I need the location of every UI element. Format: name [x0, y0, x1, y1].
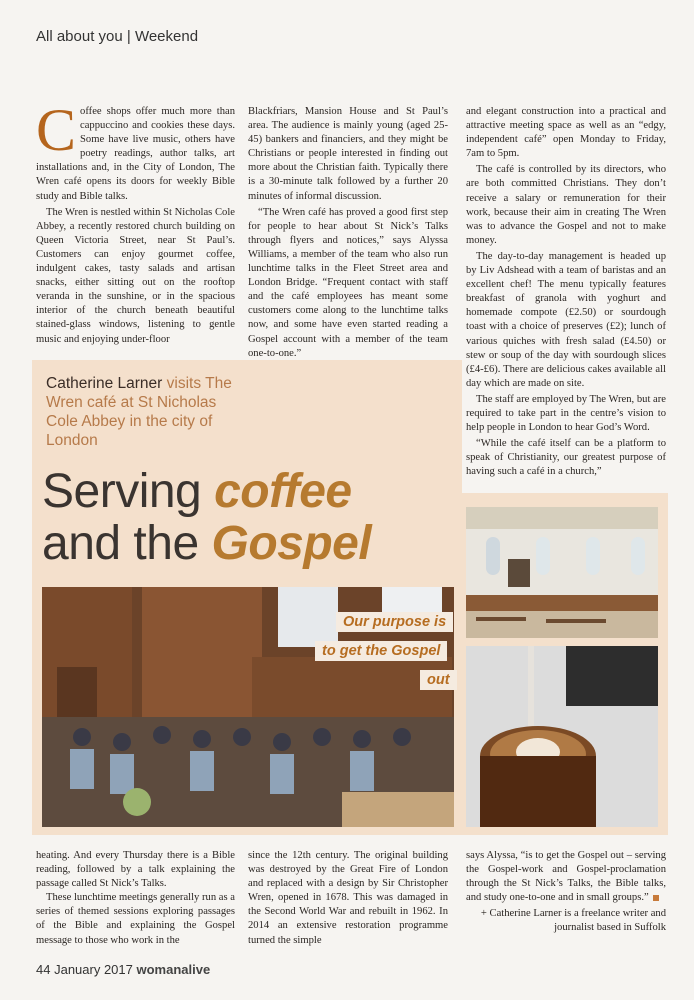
article-column-3: [466, 105, 666, 481]
section-header: All about you | Weekend: [36, 28, 199, 45]
paragraph: offee shops offer much more than cappuccino and cookies these days. Some have live music, others have poetry readings, author talks, art installations and, in the City of London, The Wren café opens its doors for weekly Bible study and Bible talks.: [36, 106, 235, 202]
paragraph: [466, 849, 666, 905]
byline-author: Catherine Larner: [46, 375, 163, 392]
church-interior-photo: [466, 507, 658, 638]
paragraph: heating. And every Thursday there is a Bible reading, followed by a talk explaining the passage called St Nick’s Talks.: [36, 850, 235, 890]
page-number: 44: [36, 962, 51, 977]
headline-accent: coffee: [214, 465, 352, 518]
pull-quote-line-2: to get the Gospel: [315, 641, 447, 661]
author-bio: + Catherine Larner is a freelance writer and journalist based in Suffolk: [480, 908, 666, 934]
article-column-6: [466, 849, 666, 936]
paragraph: These lunchtime meetings generally run as a series of themed sessions exploring passages of the Bible and explaining the Gospel message to those who work in the: [36, 892, 235, 946]
headline-accent: Gospel: [211, 517, 372, 570]
article-column-5: [248, 849, 448, 948]
headline-word: Serving: [42, 465, 215, 518]
magazine-brand: womanalive: [136, 962, 211, 977]
end-mark-icon: [653, 895, 659, 901]
latte-art-photo: [466, 646, 658, 827]
issue-date: January 2017: [54, 962, 133, 977]
paragraph: Blackfriars, Mansion House and St Paul’s area. The audience is mainly young (aged 25-45) bankers and financiers, and they might be Christians or people interested in finding out more about the Christian faith. Typically there is a 30-minute talk followed by a further 20 minutes of informal discussion.: [248, 106, 448, 202]
paragraph: and elegant construction into a practical and attractive meeting space as well as an “edgy, independent café” open Monday to Friday, 7am to 5pm.: [466, 106, 666, 160]
headline-word: and the: [42, 517, 212, 570]
byline: [46, 374, 236, 450]
pull-quote-line-3: out: [420, 670, 457, 690]
headline: [42, 466, 462, 570]
article-column-4: [36, 849, 235, 948]
paragraph: “The Wren café has proved a good first step for people to hear about St Nick’s Talks through flyers and notices,” says Alyssa Williams, a member of the team who also run lunchtime talks in the Fleet Street area and London Bridge. “Frequent contact with staff and the café employees has meant some customers come along to the lunchtime talks now, and some have even started reading a Gospel account with a member of the team one-to-one.”: [248, 206, 448, 359]
pull-quote-line-1: Our purpose is: [336, 612, 453, 632]
paragraph: The day-to-day management is headed up by Liv Adshead with a team of baristas and an excellent chef! The menu typically features breakfast of granola with yoghurt and homemade compote (£2.50) or sourdough toast with a choice of preserves (£2); lunch of various quiches with fresh salad (£4.50) or stew or soup of the day with sourdough slices (£4-£6). There are delicious cakes available all day which are made on site.: [466, 250, 666, 389]
page-footer: [36, 962, 210, 977]
paragraph: The staff are employed by The Wren, but are required to take part in the centre’s vision to help people in London to hear God’s Word.: [466, 393, 666, 434]
byline-text: visits The Wren café at St Nicholas Cole Abbey in the city of London: [46, 375, 232, 449]
paragraph: since the 12th century. The original building was destroyed by the Great Fire of London and replaced with a design by Sir Christopher Wren, opened in 1678. This was damaged in the Second World War and rebuilt in 1962. In 2014 an extensive restoration programme turned the simple: [248, 850, 448, 946]
drop-cap: C: [36, 97, 77, 163]
paragraph: The café is controlled by its directors, who are both committed Christians. They don’t receive a salary or remuneration for their work, because their aim in creating The Wren was to advance the Gospel and not to make money.: [466, 164, 666, 246]
article-column-1: [36, 97, 235, 349]
paragraph: “While the café itself can be a platform to speak of Christianity, our greatest purpose of having such a café in a church,”: [466, 438, 666, 478]
paragraph-text: says Alyssa, “is to get the Gospel out – serving the Gospel-work and Gospel-proclamation through the St Nick’s Talks, the Bible talks, and study one-to-one and in small groups.”: [466, 850, 666, 904]
paragraph: The Wren is nestled within St Nicholas Cole Abbey, a recently restored church building on Queen Victoria Street, near St Paul’s. Customers can enjoy gourmet coffee, indulgent cakes, tasty salads and artisan snacks, either sitting out on the rooftop veranda in the sunshine, or in the spacious interior of the church beneath beautiful stained-glass windows, listening to gentle music and enjoying under-floor: [36, 206, 235, 345]
